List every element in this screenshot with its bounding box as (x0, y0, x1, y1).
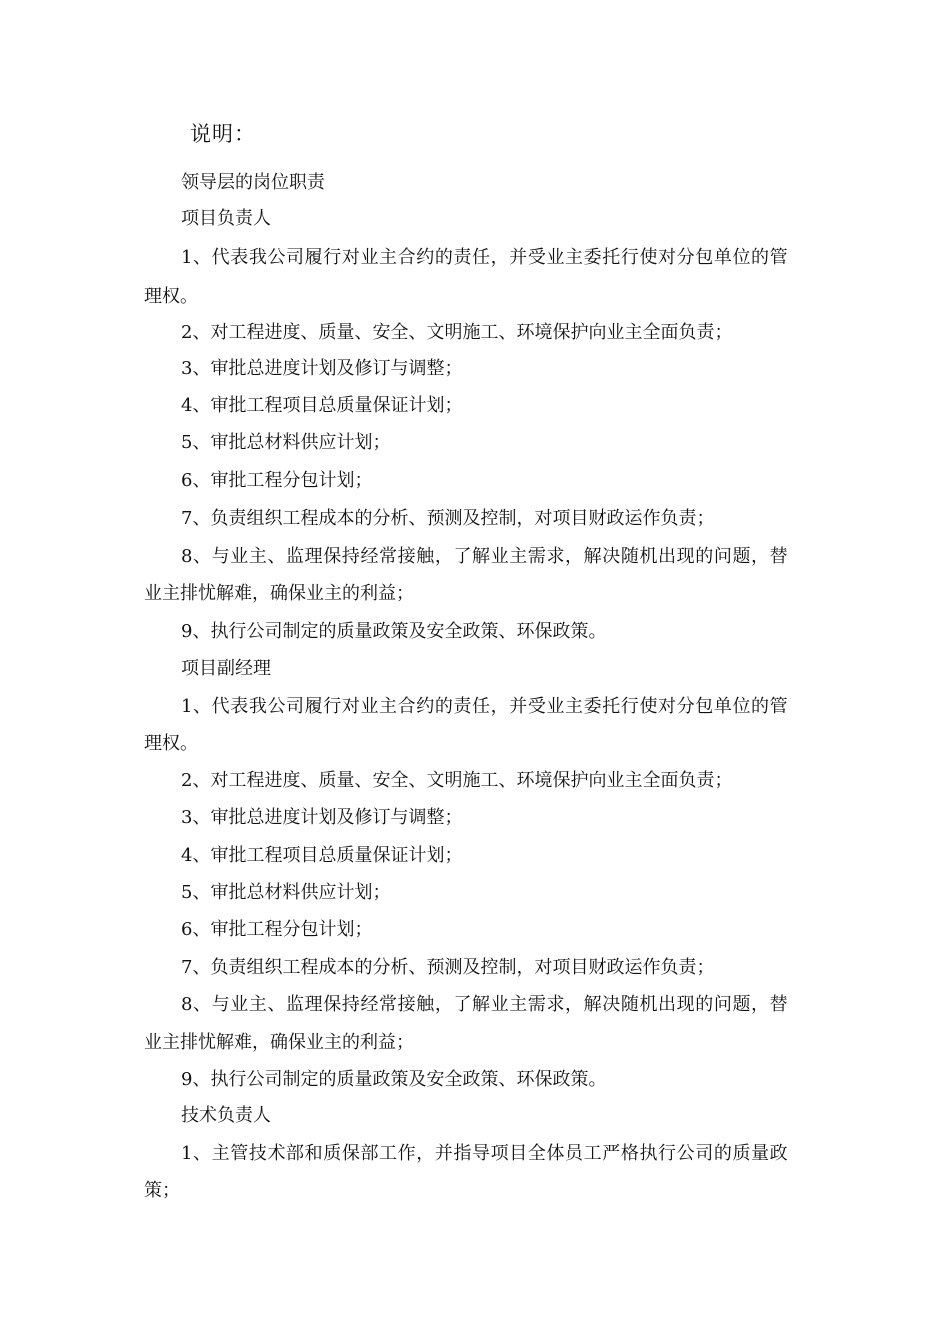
paragraph-line: 5、审批总材料供应计划； (181, 882, 391, 903)
paragraph-line: 3、审批总进度计划及修订与调整； (181, 807, 463, 828)
paragraph-line: 7、负责组织工程成本的分析、预测及控制，对项目财政运作负责； (181, 957, 715, 978)
paragraph-line: 7、负责组织工程成本的分析、预测及控制，对项目财政运作负责； (181, 508, 715, 529)
paragraph-line: 9、执行公司制定的质量政策及安全政策、环保政策。 (181, 1069, 607, 1090)
paragraph-line: 4、审批工程项目总质量保证计划； (181, 845, 463, 866)
paragraph-line: 2、对工程进度、质量、安全、文明施工、环境保护向业主全面负责； (181, 770, 733, 791)
paragraph-line: 策； (144, 1180, 180, 1201)
paragraph-line: 1、主管技术部和质保部工作，并指导项目全体员工严格执行公司的质量政 (181, 1143, 789, 1164)
paragraph-line: 8、与业主、监理保持经常接触，了解业主需求，解决随机出现的问题，替 (181, 994, 789, 1015)
page-title: 说明： (190, 122, 256, 146)
paragraph-line: 理权。 (144, 286, 198, 307)
paragraph-line: 业主排忧解难，确保业主的利益； (144, 1032, 414, 1053)
paragraph-line: 9、执行公司制定的质量政策及安全政策、环保政策。 (181, 621, 607, 642)
section-heading-leadership: 领导层的岗位职责 (181, 172, 325, 193)
subsection-heading-deputy-manager: 项目副经理 (181, 658, 271, 679)
paragraph-line: 1、代表我公司履行对业主合约的责任，并受业主委托行使对分包单位的管 (181, 696, 789, 717)
paragraph-line: 6、审批工程分包计划； (181, 919, 373, 940)
paragraph-line: 4、审批工程项目总质量保证计划； (181, 395, 463, 416)
paragraph-line: 8、与业主、监理保持经常接触，了解业主需求，解决随机出现的问题，替 (181, 546, 789, 567)
paragraph-line: 2、对工程进度、质量、安全、文明施工、环境保护向业主全面负责； (181, 322, 733, 343)
subsection-heading-technical-lead: 技术负责人 (181, 1105, 271, 1126)
paragraph-line: 1、代表我公司履行对业主合约的责任，并受业主委托行使对分包单位的管 (181, 247, 789, 268)
paragraph-line: 业主排忧解难，确保业主的利益； (144, 583, 414, 604)
subsection-heading-project-lead: 项目负责人 (181, 208, 271, 229)
paragraph-line: 5、审批总材料供应计划； (181, 432, 391, 453)
paragraph-line: 3、审批总进度计划及修订与调整； (181, 358, 463, 379)
paragraph-line: 6、审批工程分包计划； (181, 470, 373, 491)
paragraph-line: 理权。 (144, 733, 198, 754)
